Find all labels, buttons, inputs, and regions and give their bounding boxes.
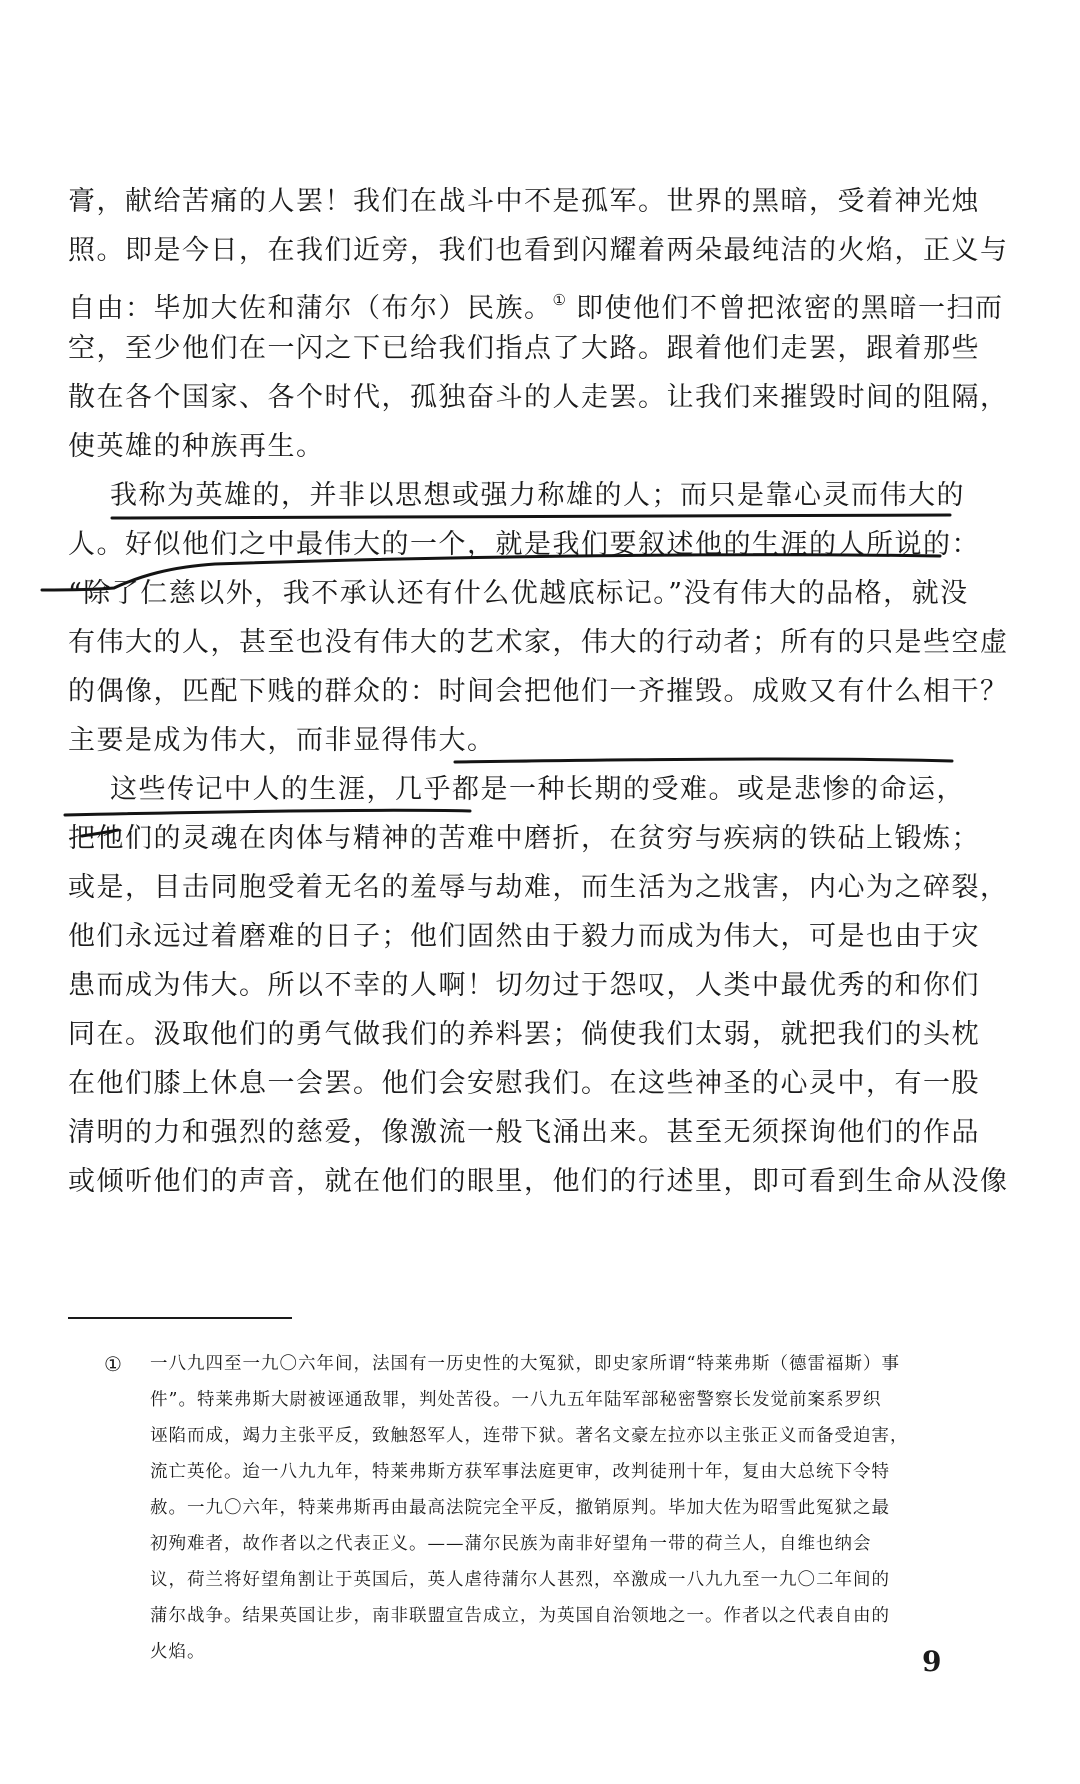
- text-fragment: 自由：毕加大佐和蒲尔（布尔）民族。: [68, 293, 553, 324]
- text-line: 有伟大的人，甚至也没有伟大的艺术家，伟大的行动者；所有的只是些空虚: [68, 627, 1009, 658]
- text-line: 或倾听他们的声音，就在他们的眼里，他们的行述里，即可看到生命从没像: [68, 1166, 1009, 1197]
- text-line: 膏，献给苦痛的人罢！我们在战斗中不是孤军。世界的黑暗，受着神光烛: [68, 186, 980, 217]
- text-line: 患而成为伟大。所以不幸的人啊！切勿过于怨叹，人类中最优秀的和你们: [68, 970, 980, 1001]
- text-line: 同在。汲取他们的勇气做我们的养料罢；倘使我们太弱，就把我们的头枕: [68, 1019, 980, 1050]
- text-line: “除了仁慈以外，我不承认还有什么优越底标记。”没有伟大的品格，就没: [68, 578, 969, 609]
- footnote-line: 初殉难者，故作者以之代表正义。——蒲尔民族为南非好望角一带的荷兰人，自维也纳会: [150, 1534, 872, 1554]
- text-line: 或是，目击同胞受着无名的羞辱与劫难，而生活为之戕害，内心为之碎裂，: [68, 872, 1009, 903]
- pen-underline: [455, 759, 952, 762]
- text-line: 把他们的灵魂在肉体与精神的苦难中磨折，在贫穷与疾病的铁砧上锻炼；: [68, 823, 980, 854]
- footnote-line: 议，荷兰将好望角割让于英国后，英人虐待蒲尔人甚烈，卒激成一八九九至一九〇二年间的: [150, 1570, 890, 1590]
- text-line: 这些传记中人的生涯，几乎都是一种长期的受难。或是悲惨的命运，: [110, 774, 965, 805]
- text-line: 照。即是今日，在我们近旁，我们也看到闪耀着两朵最纯洁的火焰，正义与: [68, 235, 1009, 266]
- footnote-line: 一八九四至一九〇六年间，法国有一历史性的大冤狱，即史家所谓“特莱弗斯（德雷福斯）事: [150, 1354, 900, 1374]
- text-line: 的偶像，匹配下贱的群众的：时间会把他们一齐摧毁。成败又有什么相干？: [68, 676, 1009, 707]
- footnote-ref: ①: [552, 291, 566, 309]
- text-line: 他们永远过着磨难的日子；他们固然由于毅力而成为伟大，可是也由于灾: [68, 921, 980, 952]
- footnote-line: 火焰。: [150, 1642, 206, 1662]
- footnote-marker: ①: [104, 1352, 122, 1376]
- footnote-line: 流亡英伦。迨一八九九年，特莱弗斯方获军事法庭更审，改判徒刑十年，复由大总统下令特: [150, 1462, 890, 1482]
- footnote-divider: [68, 1317, 292, 1319]
- text-fragment: 即使他们不曾把浓密的黑暗一扫而: [576, 293, 1004, 324]
- footnote-line: 诬陷而成，竭力主张平反，致触怒军人，连带下狱。著名文豪左拉亦以主张正义而备受迫害，: [150, 1426, 909, 1446]
- text-line: 我称为英雄的，并非以思想或强力称雄的人；而只是靠心灵而伟大的: [110, 480, 965, 511]
- text-line: 使英雄的种族再生。: [68, 431, 325, 462]
- text-line: 人。好似他们之中最伟大的一个，就是我们要叙述他的生涯的人所说的：: [68, 529, 980, 560]
- footnote-line: 件”。特莱弗斯大尉被诬通敌罪，判处苦役。一八九五年陆军部秘密警察长发觉前案系罗织: [150, 1390, 882, 1410]
- page-number: 9: [922, 1645, 942, 1678]
- text-line: 清明的力和强烈的慈爱，像激流一般飞涌出来。甚至无须探询他们的作品: [68, 1117, 980, 1148]
- text-line-with-footnote-ref: [68, 280, 1004, 324]
- footnote-line: 蒲尔战争。结果英国让步，南非联盟宣告成立，为英国自治领地之一。作者以之代表自由的: [150, 1606, 890, 1626]
- text-line: 主要是成为伟大，而非显得伟大。: [68, 725, 496, 756]
- text-line: 散在各个国家、各个时代，孤独奋斗的人走罢。让我们来摧毁时间的阻隔，: [68, 382, 1009, 413]
- pen-underline: [65, 810, 470, 815]
- text-line: 在他们膝上休息一会罢。他们会安慰我们。在这些神圣的心灵中，有一股: [68, 1068, 980, 1099]
- footnote-line: 赦。一九〇六年，特莱弗斯再由最高法院完全平反，撤销原判。毕加大佐为昭雪此冤狱之最: [150, 1498, 890, 1518]
- text-line: 空，至少他们在一闪之下已给我们指点了大路。跟着他们走罢，跟着那些: [68, 333, 980, 364]
